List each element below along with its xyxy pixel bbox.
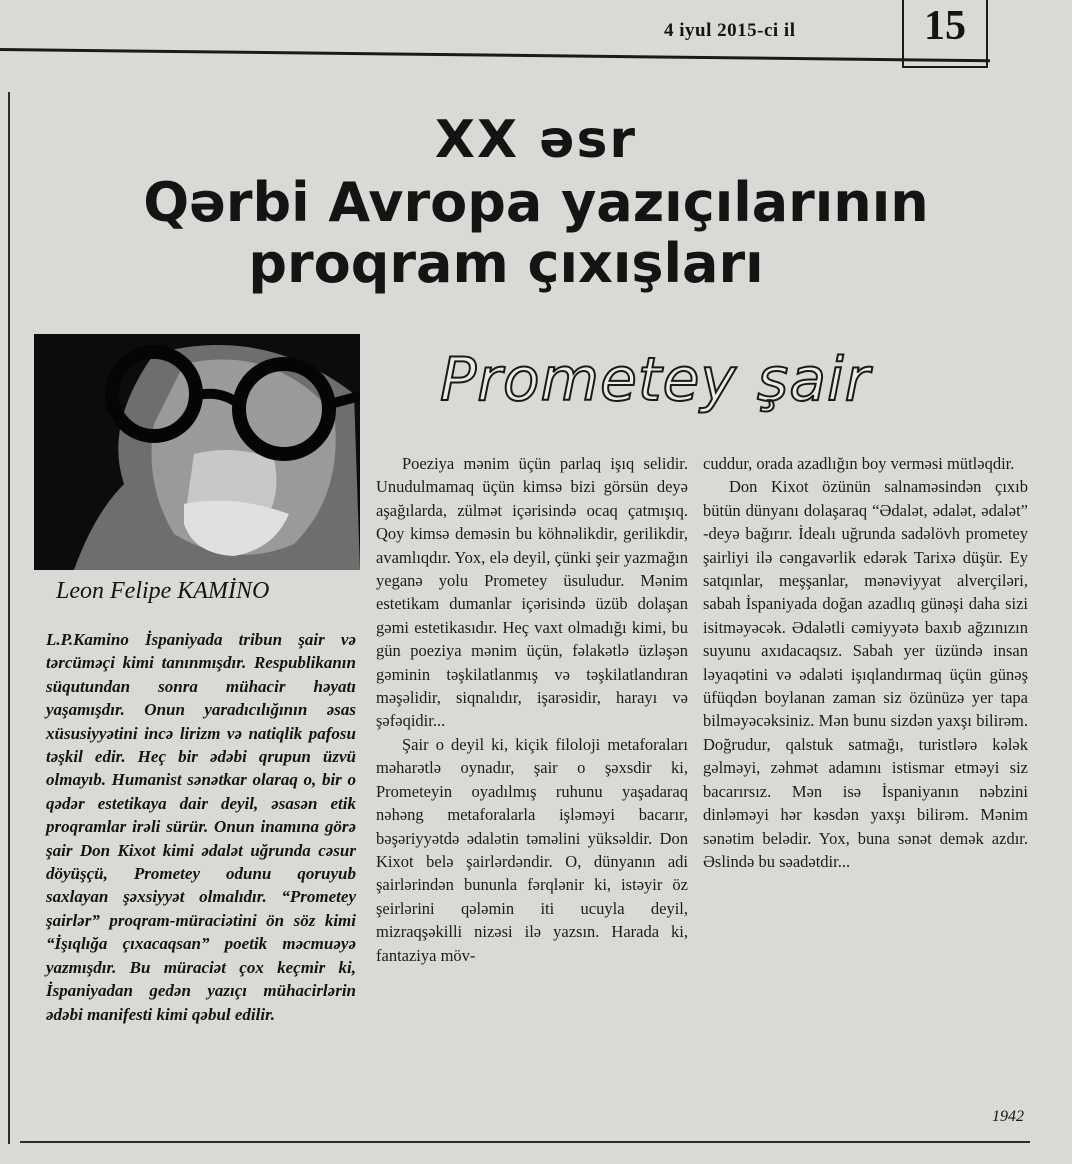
article-column-3 — [703, 452, 1028, 873]
headline-line-3: proqram çıxışları — [248, 232, 764, 295]
page-number: 15 — [924, 3, 966, 49]
article-headline — [0, 108, 1072, 294]
article-year: 1942 — [992, 1108, 1024, 1125]
article-paragraph: Şair o deyil ki, kiçik filoloji metaforaları məharətlə oynadır, şair o şəxsdir ki, Prometeyin oyadılmış ruhunu yaşadaraq nəhəng metaforalarla işləməyi bacarır, bəşəriyyətdə ədalətin təməlini yüksəldir. Don Kixot belə şairlərdəndir. O, dünyanın adi şairlərindən bununla fərqlənir ki, istəyir öz şeirlərini qələmin iti ucuyla deyil, mizraqşəkilli nizəsi ilə yazsın. Harada ki, fantaziya möv- — [376, 734, 688, 965]
article-subtitle: Prometey şair — [440, 345, 871, 415]
article-paragraph: Don Kixot özünün salnaməsindən çıxıb bütün dünyanı dolaşaraq “Ədalət, ədalət, ədalət” -deyə bağırır. İdealı uğrunda sadəlövh prometey şairliyi ilə cəngavərlik edərək Tarixə düşür. Ey satqınlar, meşşanlar, mənəviyyat alverçiləri, sabah İspaniyada doğan azadlıq günəşi daha sizi isitməyəcək. Ədalətli cəmiyyətə baxıb ağzınızın suyunu axıdacaqsız. Sabah yer üzündə insan ləyaqətini və ədaləti işıqlandırmaq üçün günəş üfüqdən boylanan zaman siz özünüzə yer tapa bilməyəcəksiniz. Mən bunu sizdən yaxşı bilirəm. Doğrudur, qalstuk satmağı, turistlərə kələk gəlməyi, zəhmət adamını istismar etməyi siz bacarırsız. Mən isə İspaniyanın nəbzini dinləməyi hər kəsdən yaxşı bilirəm. Mənim sənətim belədir. Yox, buna sənət demək azdır. Əslində bu səadətdir... — [703, 477, 1028, 871]
issue-date: 4 iyul 2015-ci il — [664, 20, 796, 41]
headline-line-2: Qərbi Avropa yazıçılarının — [143, 171, 929, 234]
author-photo — [34, 334, 360, 570]
headline-line-1: XX əsr — [434, 110, 638, 170]
author-bio: L.P.Kamino İspaniyada tribun şair və tərcüməçi kimi tanınmışdır. Respublikanın süqutundan sonra mühacir həyatı yaşamışdır. Onun yaradıcılığının əsas xüsusiyyətini incə lirizm və natiqlik pafosu təşkil edir. Heç bir ədəbi qrupun üzvü olmayıb. Humanist sənətkar olaraq o, bir o qədər estetikaya dair deyil, əsasən etik proqramlar irəli sürür. Onun inamına görə şair Don Kixot kimi ədalət uğrunda cəsur döyüşçü, Prometey odunu qoruyub saxlayan şəxsiyyət olmalıdır. “Prometey şairlər” proqram-müraciətini ön söz kimi “İşıqlığa çıxacaqsan” poetik məcmuəyə yazmışdır. Bu müraciət çox keçmir ki, İspaniyadan gedən yazıçı mühacirlərin ədəbi manifesti kimi qəbul edilir. — [46, 630, 356, 1024]
article-paragraph: cuddur, orada azadlığın boy verməsi mütləqdir. — [703, 454, 1015, 473]
page-header — [0, 0, 1072, 92]
header-rule — [0, 48, 990, 62]
author-caption: Leon Felipe KAMİNO — [56, 578, 270, 604]
article-column-2 — [376, 452, 688, 967]
article-paragraph: Poeziya mənim üçün parlaq işıq selidir. Unudulmamaq üçün kimsə bizi görsün deyə aşağılarda, zülmət içərisində ocaq çatmışıq. Qoy kimsə deməsin bu köhnəlikdir, gerilikdir, avamlıqdır. Yox, elə deyil, çünki şeir yazmağın yeganə yolu Prometey üsuludur. Mənim estetikam dumanlar içərisində üzüb dolaşan gəmi estetikasıdır. Heç vaxt olmadığı kimi, bu gün poeziya mənim üçün, fəlakətlə üzləşən gəminin təşkilatlanmış və təşkilatlandıran məşəlidir, siqnalıdır, işarəsidir, harayı və şəfəqidir... — [376, 454, 688, 731]
portrait-photo-icon — [34, 334, 360, 570]
bottom-rule — [20, 1141, 1030, 1143]
